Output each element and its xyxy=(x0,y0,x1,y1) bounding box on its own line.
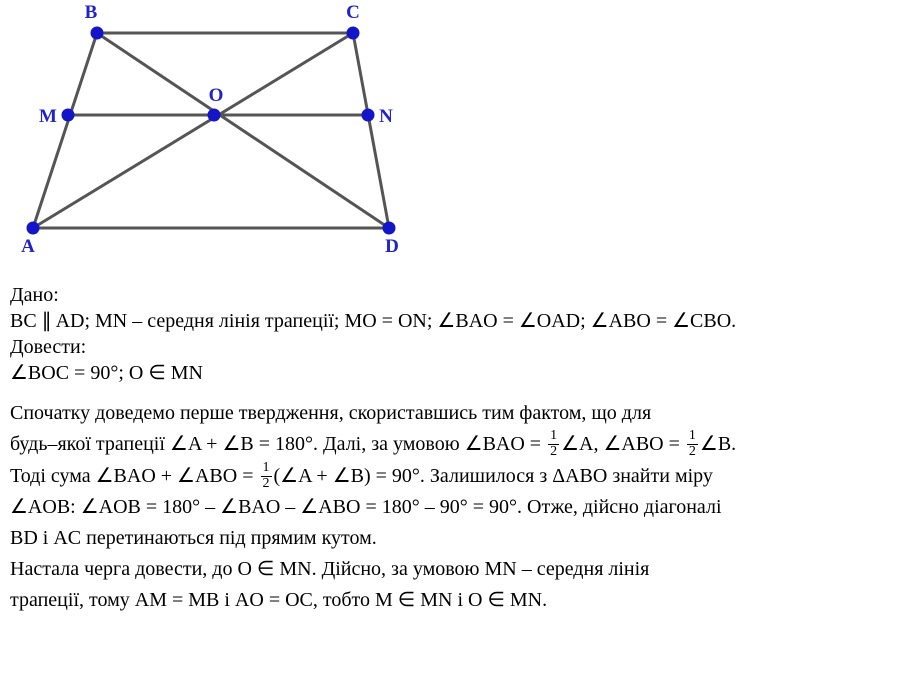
proof-line-2-mid: ∠A, ∠ABO = xyxy=(561,433,685,455)
given-conditions: BC ∥ AD; MN – середня лінія трапеції; MO = ON; ∠BAO = ∠OAD; ∠ABO = ∠CBO. xyxy=(10,310,737,332)
proof-line-7: трапеції, тому AM = MB і AO = OC, тобто M ∈ MN і O ∈ MN. xyxy=(10,589,548,612)
point-A xyxy=(27,222,40,235)
label-D: D xyxy=(385,236,399,257)
segment-AB xyxy=(33,33,97,228)
fraction-numerator: 1 xyxy=(688,428,696,444)
label-A: A xyxy=(21,236,35,257)
segment-CD xyxy=(353,33,389,228)
proof-line-3-pre: Тоді сума ∠BAO + ∠ABO = xyxy=(10,464,259,487)
given-block xyxy=(10,282,890,386)
fraction-denominator: 2 xyxy=(688,443,696,459)
proof-line-4: ∠AOB: ∠AOB = 180° – ∠BAO – ∠ABO = 180° – 90° = 90°. Отже, дійсно діагоналі xyxy=(10,496,722,519)
proof-line-2-post: ∠B. xyxy=(699,433,737,455)
fraction-denominator: 2 xyxy=(262,475,270,491)
label-M: M xyxy=(39,106,57,127)
proof-line-1: Спочатку доведемо перше твердження, скориставшись тим фактом, що для xyxy=(10,402,652,424)
label-N: N xyxy=(379,106,393,127)
fraction-numerator: 1 xyxy=(262,459,270,475)
proof-line-5: BD і AC перетинаються під прямим кутом. xyxy=(10,527,377,550)
label-C: C xyxy=(346,2,360,23)
proof-line-2 xyxy=(10,429,890,461)
proof-line-6: Настала черга довести, до O ∈ MN. Дійсно, за умовою MN – середня лінія xyxy=(10,558,650,581)
prove-statement: ∠BOC = 90°; O ∈ MN xyxy=(10,362,203,384)
fraction-numerator: 1 xyxy=(550,428,558,444)
figure-vertices xyxy=(27,27,396,235)
point-D xyxy=(383,222,396,235)
proof-block xyxy=(10,398,890,616)
geometry-figure xyxy=(0,0,899,270)
point-O xyxy=(208,109,221,122)
prove-title: Довести: xyxy=(10,336,87,358)
point-B xyxy=(91,27,104,40)
proof-line-2-pre: будь–якої трапеції ∠A + ∠B = 180°. Далі, за умовою ∠BAO = xyxy=(10,433,547,455)
point-N xyxy=(362,109,375,122)
figure-segments xyxy=(33,33,389,228)
label-B: B xyxy=(84,2,98,23)
fraction-one-half-b xyxy=(687,429,698,459)
label-O: O xyxy=(208,85,224,106)
fraction-denominator: 2 xyxy=(550,443,558,459)
diagonal-AC xyxy=(33,33,353,228)
fraction-one-half-a xyxy=(548,429,559,459)
proof-line-3 xyxy=(10,461,890,493)
point-M xyxy=(62,109,75,122)
fraction-one-half-c xyxy=(261,461,272,491)
point-C xyxy=(347,27,360,40)
solution-text xyxy=(10,282,890,616)
diagonal-BD xyxy=(97,33,389,228)
proof-line-3-post: (∠A + ∠B) = 90°. Залишилося з ΔABO знайти міру xyxy=(273,464,713,487)
given-title: Дано: xyxy=(10,284,59,306)
